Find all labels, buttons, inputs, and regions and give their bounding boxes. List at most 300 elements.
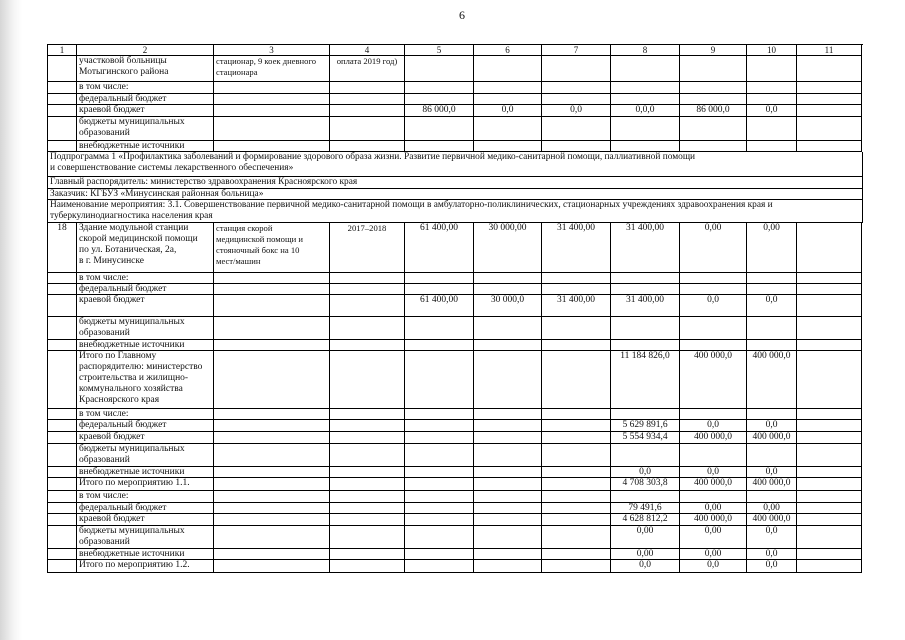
table-row bbox=[48, 432, 863, 444]
period-cell bbox=[330, 514, 405, 526]
amount-cell: 0,00 bbox=[611, 526, 680, 549]
row-number-cell bbox=[48, 340, 77, 351]
row-number-cell bbox=[48, 478, 77, 491]
amount-cell bbox=[680, 56, 747, 82]
amount-cell bbox=[747, 117, 797, 141]
row-number-cell bbox=[48, 141, 77, 152]
amount-cell: 4 628 812,2 bbox=[611, 514, 680, 526]
extra-cell bbox=[797, 491, 862, 503]
amount-cell bbox=[405, 526, 474, 549]
capacity-cell bbox=[214, 560, 330, 573]
item-name-cell: федеральный бюджет bbox=[77, 420, 214, 432]
table-row bbox=[48, 478, 863, 491]
section-heading: Наименование мероприятия: 3.1. Совершенствование первичной медико-санитарной помощи в амбулаторно-поликлинических, стационарных учреждениях здравоохранения края и туберкулинодиагностика населения края bbox=[48, 200, 863, 223]
table-row bbox=[48, 526, 863, 549]
amount-cell bbox=[405, 478, 474, 491]
amount-cell bbox=[474, 420, 542, 432]
amount-cell: 31 400,00 bbox=[611, 295, 680, 317]
amount-cell bbox=[474, 560, 542, 573]
capacity-cell bbox=[214, 351, 330, 409]
amount-cell bbox=[611, 444, 680, 467]
amount-cell: 400 000,0 bbox=[747, 351, 797, 409]
table-row bbox=[48, 200, 863, 223]
extra-cell bbox=[797, 560, 862, 573]
item-name-cell: внебюджетные источники bbox=[77, 549, 214, 560]
amount-cell bbox=[405, 94, 474, 105]
period-cell bbox=[330, 491, 405, 503]
capacity-cell bbox=[214, 295, 330, 317]
item-name-cell: в том числе: bbox=[77, 273, 214, 284]
column-number: 8 bbox=[611, 45, 680, 56]
amount-cell bbox=[542, 444, 611, 467]
amount-cell bbox=[680, 141, 747, 152]
amount-cell bbox=[405, 317, 474, 340]
amount-cell bbox=[611, 273, 680, 284]
extra-cell bbox=[797, 444, 862, 467]
extra-cell bbox=[797, 514, 862, 526]
period-cell bbox=[330, 141, 405, 152]
capacity-cell bbox=[214, 420, 330, 432]
amount-cell bbox=[542, 560, 611, 573]
capacity-cell bbox=[214, 432, 330, 444]
amount-cell: 0,0 bbox=[680, 560, 747, 573]
amount-cell: 0,0 bbox=[747, 467, 797, 478]
extra-cell bbox=[797, 526, 862, 549]
item-name-cell: краевой бюджет bbox=[77, 432, 214, 444]
extra-cell bbox=[797, 105, 862, 117]
amount-cell bbox=[542, 409, 611, 420]
item-name-cell: краевой бюджет bbox=[77, 105, 214, 117]
table-row bbox=[48, 514, 863, 526]
period-cell bbox=[330, 284, 405, 295]
amount-cell bbox=[611, 94, 680, 105]
amount-cell bbox=[542, 317, 611, 340]
period-cell: 2017–2018 bbox=[330, 223, 405, 273]
amount-cell bbox=[747, 409, 797, 420]
amount-cell bbox=[405, 467, 474, 478]
amount-cell: 31 400,00 bbox=[542, 223, 611, 273]
row-number-cell bbox=[48, 317, 77, 340]
item-name-cell: бюджеты муниципальных образований bbox=[77, 526, 214, 549]
table-row bbox=[48, 273, 863, 284]
item-name-cell: федеральный бюджет bbox=[77, 94, 214, 105]
amount-cell bbox=[680, 82, 747, 94]
table-row bbox=[48, 295, 863, 317]
amount-cell bbox=[542, 117, 611, 141]
amount-cell: 30 000,0 bbox=[474, 295, 542, 317]
period-cell bbox=[330, 467, 405, 478]
capacity-cell: станция скорой медицинской помощи и стояночный бокс на 10 мест/машин bbox=[214, 223, 330, 273]
amount-cell bbox=[542, 284, 611, 295]
amount-cell bbox=[474, 117, 542, 141]
period-cell bbox=[330, 478, 405, 491]
item-name-cell: бюджеты муниципальных образований bbox=[77, 317, 214, 340]
amount-cell bbox=[542, 420, 611, 432]
amount-cell bbox=[542, 141, 611, 152]
row-number-cell bbox=[48, 420, 77, 432]
table-row bbox=[48, 152, 863, 177]
amount-cell: 5 629 891,6 bbox=[611, 420, 680, 432]
amount-cell: 400 000,0 bbox=[680, 432, 747, 444]
amount-cell: 4 708 303,8 bbox=[611, 478, 680, 491]
table-row bbox=[48, 82, 863, 94]
extra-cell bbox=[797, 503, 862, 514]
table-row bbox=[48, 94, 863, 105]
amount-cell bbox=[474, 273, 542, 284]
amount-cell: 86 000,0 bbox=[680, 105, 747, 117]
amount-cell bbox=[474, 514, 542, 526]
amount-cell bbox=[405, 56, 474, 82]
item-name-cell: краевой бюджет bbox=[77, 514, 214, 526]
period-cell bbox=[330, 432, 405, 444]
extra-cell bbox=[797, 273, 862, 284]
amount-cell bbox=[611, 340, 680, 351]
amount-cell: 0,00 bbox=[680, 549, 747, 560]
amount-cell bbox=[405, 444, 474, 467]
amount-cell: 400 000,0 bbox=[680, 514, 747, 526]
period-cell bbox=[330, 351, 405, 409]
amount-cell bbox=[405, 117, 474, 141]
row-number-cell bbox=[48, 105, 77, 117]
amount-cell bbox=[747, 82, 797, 94]
section-heading: Подпрограмма 1 «Профилактика заболеваний и формирование здорового образа жизни. Развитие первичной медико-санитарной помощи, паллиативной помощи и совершенствование системы лекарственного обеспечения» bbox=[48, 152, 863, 177]
capacity-cell bbox=[214, 514, 330, 526]
amount-cell: 0,0,0 bbox=[611, 105, 680, 117]
table-row bbox=[48, 503, 863, 514]
amount-cell bbox=[680, 284, 747, 295]
amount-cell: 0,00 bbox=[747, 503, 797, 514]
period-cell bbox=[330, 444, 405, 467]
amount-cell: 61 400,00 bbox=[405, 223, 474, 273]
row-number-cell bbox=[48, 284, 77, 295]
amount-cell bbox=[474, 467, 542, 478]
extra-cell bbox=[797, 56, 862, 82]
amount-cell: 400 000,0 bbox=[680, 351, 747, 409]
amount-cell bbox=[680, 317, 747, 340]
item-name-cell: Итого по мероприятию 1.1. bbox=[77, 478, 214, 491]
amount-cell: 11 184 826,0 bbox=[611, 351, 680, 409]
amount-cell bbox=[747, 56, 797, 82]
extra-cell bbox=[797, 284, 862, 295]
amount-cell: 0,0 bbox=[680, 467, 747, 478]
amount-cell bbox=[747, 444, 797, 467]
item-name-cell: внебюджетные источники bbox=[77, 141, 214, 152]
item-name-cell: краевой бюджет bbox=[77, 295, 214, 317]
row-number-cell bbox=[48, 351, 77, 409]
amount-cell: 5 554 934,4 bbox=[611, 432, 680, 444]
period-cell bbox=[330, 317, 405, 340]
page-number: 6 bbox=[459, 8, 465, 22]
amount-cell: 0,0 bbox=[747, 420, 797, 432]
period-cell bbox=[330, 340, 405, 351]
amount-cell bbox=[680, 94, 747, 105]
row-number-cell bbox=[48, 560, 77, 573]
row-number-cell bbox=[48, 467, 77, 478]
extra-cell bbox=[797, 295, 862, 317]
amount-cell bbox=[680, 409, 747, 420]
capacity-cell bbox=[214, 491, 330, 503]
row-number-cell bbox=[48, 549, 77, 560]
amount-cell bbox=[405, 284, 474, 295]
amount-cell bbox=[405, 273, 474, 284]
amount-cell bbox=[542, 549, 611, 560]
amount-cell bbox=[405, 560, 474, 573]
header-row bbox=[48, 45, 863, 56]
column-number: 4 bbox=[330, 45, 405, 56]
amount-cell bbox=[747, 491, 797, 503]
table-row bbox=[48, 105, 863, 117]
amount-cell bbox=[611, 284, 680, 295]
amount-cell bbox=[405, 351, 474, 409]
amount-cell bbox=[611, 409, 680, 420]
amount-cell: 0,0 bbox=[542, 105, 611, 117]
amount-cell: 0,0 bbox=[611, 560, 680, 573]
period-cell bbox=[330, 94, 405, 105]
table-row bbox=[48, 444, 863, 467]
extra-cell bbox=[797, 432, 862, 444]
column-number: 1 bbox=[48, 45, 77, 56]
capacity-cell bbox=[214, 444, 330, 467]
column-number: 5 bbox=[405, 45, 474, 56]
amount-cell bbox=[474, 317, 542, 340]
column-number: 3 bbox=[214, 45, 330, 56]
amount-cell bbox=[542, 351, 611, 409]
capacity-cell bbox=[214, 284, 330, 295]
amount-cell bbox=[405, 82, 474, 94]
amount-cell: 31 400,00 bbox=[611, 223, 680, 273]
period-cell bbox=[330, 560, 405, 573]
extra-cell bbox=[797, 409, 862, 420]
capacity-cell bbox=[214, 94, 330, 105]
amount-cell bbox=[474, 491, 542, 503]
amount-cell: 0,0 bbox=[747, 526, 797, 549]
item-name-cell: в том числе: bbox=[77, 409, 214, 420]
item-name-cell: Здание модульной станции скорой медицинской помощи по ул. Ботаническая, 2а, в г. Минусинске bbox=[77, 223, 214, 273]
row-number-cell bbox=[48, 514, 77, 526]
row-number-cell bbox=[48, 295, 77, 317]
amount-cell bbox=[542, 273, 611, 284]
amount-cell: 0,00 bbox=[747, 223, 797, 273]
capacity-cell bbox=[214, 105, 330, 117]
amount-cell bbox=[474, 549, 542, 560]
extra-cell bbox=[797, 141, 862, 152]
extra-cell bbox=[797, 351, 862, 409]
row-number-cell bbox=[48, 56, 77, 82]
amount-cell bbox=[405, 549, 474, 560]
amount-cell bbox=[474, 94, 542, 105]
item-name-cell: в том числе: bbox=[77, 82, 214, 94]
amount-cell bbox=[542, 340, 611, 351]
amount-cell bbox=[474, 478, 542, 491]
amount-cell bbox=[542, 491, 611, 503]
period-cell bbox=[330, 409, 405, 420]
table-row bbox=[48, 117, 863, 141]
extra-cell bbox=[797, 340, 862, 351]
amount-cell: 61 400,00 bbox=[405, 295, 474, 317]
period-cell: оплата 2019 год) bbox=[330, 56, 405, 82]
amount-cell: 400 000,0 bbox=[747, 478, 797, 491]
column-number: 9 bbox=[680, 45, 747, 56]
amount-cell: 0,00 bbox=[611, 549, 680, 560]
amount-cell bbox=[747, 284, 797, 295]
capacity-cell bbox=[214, 82, 330, 94]
item-name-cell: участковой больницы Мотыгинского района bbox=[77, 56, 214, 82]
amount-cell: 30 000,00 bbox=[474, 223, 542, 273]
period-cell bbox=[330, 295, 405, 317]
amount-cell: 0,0 bbox=[747, 105, 797, 117]
amount-cell bbox=[680, 273, 747, 284]
extra-cell bbox=[797, 223, 862, 273]
amount-cell bbox=[405, 409, 474, 420]
amount-cell bbox=[680, 340, 747, 351]
amount-cell bbox=[611, 82, 680, 94]
capacity-cell bbox=[214, 526, 330, 549]
amount-cell bbox=[474, 351, 542, 409]
table-row bbox=[48, 409, 863, 420]
amount-cell bbox=[474, 503, 542, 514]
row-number-cell bbox=[48, 409, 77, 420]
amount-cell bbox=[611, 117, 680, 141]
section-heading: Заказчик: КГБУЗ «Минусинская районная больница» bbox=[48, 189, 863, 200]
amount-cell bbox=[405, 491, 474, 503]
capacity-cell bbox=[214, 503, 330, 514]
period-cell bbox=[330, 549, 405, 560]
scan-edge-shadow bbox=[0, 0, 22, 640]
item-name-cell: в том числе: bbox=[77, 491, 214, 503]
period-cell bbox=[330, 503, 405, 514]
column-number: 11 bbox=[797, 45, 862, 56]
row-number-cell bbox=[48, 273, 77, 284]
amount-cell: 0,0 bbox=[474, 105, 542, 117]
amount-cell bbox=[405, 141, 474, 152]
period-cell bbox=[330, 526, 405, 549]
capacity-cell bbox=[214, 273, 330, 284]
table-row bbox=[48, 560, 863, 573]
table-row bbox=[48, 340, 863, 351]
capacity-cell bbox=[214, 117, 330, 141]
table-row bbox=[48, 491, 863, 503]
amount-cell bbox=[474, 284, 542, 295]
amount-cell: 0,00 bbox=[680, 503, 747, 514]
amount-cell bbox=[542, 478, 611, 491]
row-number-cell bbox=[48, 94, 77, 105]
amount-cell: 0,0 bbox=[680, 295, 747, 317]
capacity-cell bbox=[214, 549, 330, 560]
amount-cell bbox=[474, 340, 542, 351]
amount-cell bbox=[474, 82, 542, 94]
column-number: 6 bbox=[474, 45, 542, 56]
amount-cell: 0,0 bbox=[747, 560, 797, 573]
amount-cell: 0,00 bbox=[680, 526, 747, 549]
budget-table bbox=[47, 44, 863, 573]
capacity-cell bbox=[214, 409, 330, 420]
item-name-cell: внебюджетные источники bbox=[77, 340, 214, 351]
table-row bbox=[48, 223, 863, 273]
row-number-cell bbox=[48, 503, 77, 514]
item-name-cell: Итого по Главному распорядителю: министерство строительства и жилищно- коммунального хозяйства Красноярского края bbox=[77, 351, 214, 409]
amount-cell bbox=[405, 340, 474, 351]
amount-cell: 79 491,6 bbox=[611, 503, 680, 514]
amount-cell: 0,0 bbox=[611, 467, 680, 478]
amount-cell bbox=[542, 503, 611, 514]
table-row bbox=[48, 141, 863, 152]
amount-cell bbox=[611, 56, 680, 82]
row-number-cell bbox=[48, 117, 77, 141]
amount-cell bbox=[474, 526, 542, 549]
table-row bbox=[48, 317, 863, 340]
table-row bbox=[48, 549, 863, 560]
amount-cell bbox=[747, 94, 797, 105]
extra-cell bbox=[797, 478, 862, 491]
period-cell bbox=[330, 82, 405, 94]
amount-cell bbox=[405, 503, 474, 514]
row-number-cell: 18 bbox=[48, 223, 77, 273]
capacity-cell bbox=[214, 340, 330, 351]
capacity-cell bbox=[214, 467, 330, 478]
amount-cell: 400 000,0 bbox=[747, 432, 797, 444]
period-cell bbox=[330, 105, 405, 117]
extra-cell bbox=[797, 82, 862, 94]
amount-cell: 31 400,00 bbox=[542, 295, 611, 317]
row-number-cell bbox=[48, 82, 77, 94]
extra-cell bbox=[797, 317, 862, 340]
period-cell bbox=[330, 420, 405, 432]
amount-cell bbox=[747, 317, 797, 340]
amount-cell bbox=[405, 514, 474, 526]
extra-cell bbox=[797, 420, 862, 432]
amount-cell bbox=[611, 491, 680, 503]
extra-cell bbox=[797, 467, 862, 478]
extra-cell bbox=[797, 549, 862, 560]
extra-cell bbox=[797, 94, 862, 105]
item-name-cell: федеральный бюджет bbox=[77, 284, 214, 295]
amount-cell: 400 000,0 bbox=[747, 514, 797, 526]
amount-cell bbox=[542, 467, 611, 478]
amount-cell bbox=[474, 56, 542, 82]
amount-cell bbox=[747, 273, 797, 284]
column-number: 7 bbox=[542, 45, 611, 56]
table-row bbox=[48, 284, 863, 295]
amount-cell bbox=[405, 432, 474, 444]
capacity-cell bbox=[214, 478, 330, 491]
item-name-cell: бюджеты муниципальных образований bbox=[77, 117, 214, 141]
item-name-cell: Итого по мероприятию 1.2. bbox=[77, 560, 214, 573]
table-row bbox=[48, 420, 863, 432]
table-row bbox=[48, 351, 863, 409]
amount-cell: 86 000,0 bbox=[405, 105, 474, 117]
amount-cell bbox=[747, 340, 797, 351]
capacity-cell: стационар, 9 коек дневного стационара bbox=[214, 56, 330, 82]
amount-cell bbox=[611, 317, 680, 340]
item-name-cell: бюджеты муниципальных образований bbox=[77, 444, 214, 467]
table-row bbox=[48, 467, 863, 478]
amount-cell bbox=[542, 526, 611, 549]
amount-cell bbox=[474, 141, 542, 152]
amount-cell bbox=[542, 514, 611, 526]
column-number: 2 bbox=[77, 45, 214, 56]
amount-cell bbox=[405, 420, 474, 432]
item-name-cell: федеральный бюджет bbox=[77, 503, 214, 514]
amount-cell: 0,0 bbox=[747, 295, 797, 317]
amount-cell: 400 000,0 bbox=[680, 478, 747, 491]
table-row bbox=[48, 177, 863, 189]
amount-cell bbox=[747, 141, 797, 152]
row-number-cell bbox=[48, 491, 77, 503]
section-heading: Главный распорядитель: министерство здравоохранения Красноярского края bbox=[48, 177, 863, 189]
amount-cell: 0,00 bbox=[680, 223, 747, 273]
amount-cell bbox=[542, 82, 611, 94]
amount-cell bbox=[680, 444, 747, 467]
